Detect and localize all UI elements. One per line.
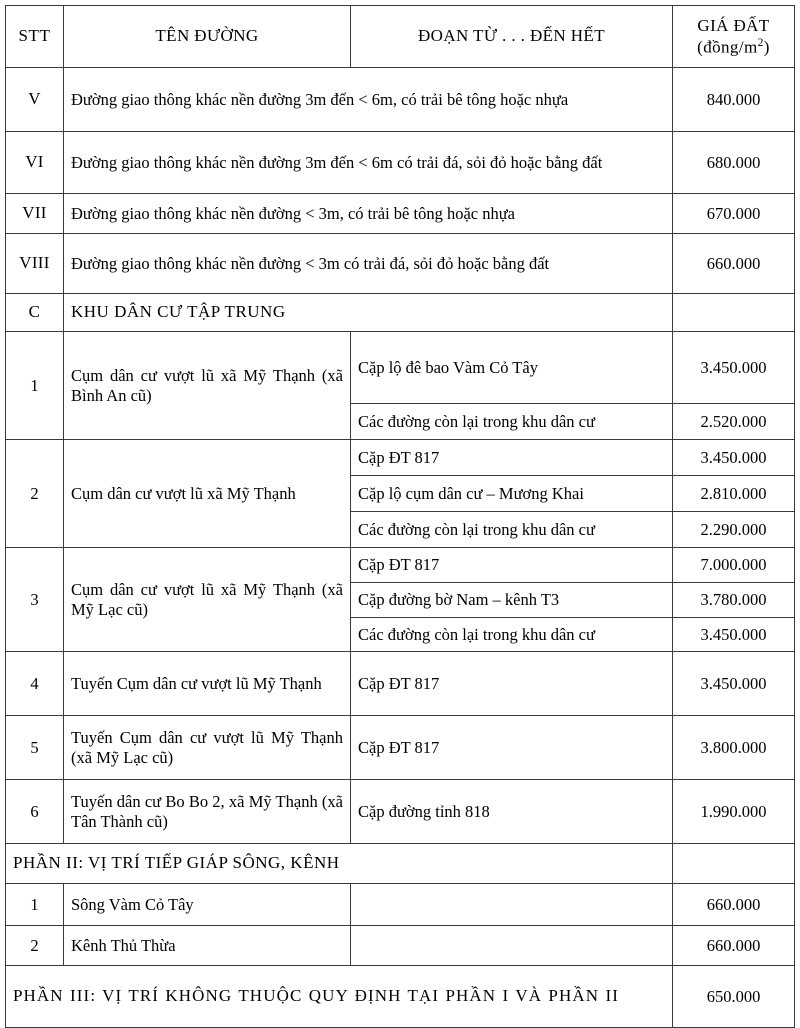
row-segment: Cặp ĐT 817 — [351, 548, 673, 583]
row-price: 840.000 — [673, 68, 795, 132]
row-price: 2.290.000 — [673, 512, 795, 548]
row-description: Đường giao thông khác nền đường 3m đến < 6m có trải đá, sỏi đỏ hoặc bằng đất — [64, 132, 673, 194]
table-row — [6, 652, 795, 716]
row-description: Đường giao thông khác nền đường 3m đến < 6m, có trải bê tông hoặc nhựa — [64, 68, 673, 132]
row-index: VIII — [6, 234, 64, 294]
table-row-section — [6, 294, 795, 332]
row-price: 1.990.000 — [673, 780, 795, 844]
row-price: 660.000 — [673, 234, 795, 294]
row-price: 2.520.000 — [673, 404, 795, 440]
section-title: PHẦN III: VỊ TRÍ KHÔNG THUỘC QUY ĐỊNH TẠI PHẦN I VÀ PHẦN II — [6, 966, 673, 1028]
row-index: C — [6, 294, 64, 332]
price-unit-suffix: ) — [763, 37, 770, 57]
table-row — [6, 926, 795, 966]
table-row — [6, 440, 795, 476]
table-row — [6, 68, 795, 132]
row-street-name: Cụm dân cư vượt lũ xã Mỹ Thạnh (xã Bình An cũ) — [64, 332, 351, 440]
row-index: 6 — [6, 780, 64, 844]
price-header-line2 — [680, 36, 787, 58]
row-street-name: Tuyến Cụm dân cư vượt lũ Mỹ Thạnh (xã Mỹ Lạc cũ) — [64, 716, 351, 780]
land-price-table — [5, 5, 795, 1028]
row-price: 660.000 — [673, 926, 795, 966]
column-header-stt: STT — [6, 6, 64, 68]
section-title: PHẦN II: VỊ TRÍ TIẾP GIÁP SÔNG, KÊNH — [6, 844, 673, 884]
row-street-name: Tuyến dân cư Bo Bo 2, xã Mỹ Thạnh (xã Tân Thành cũ) — [64, 780, 351, 844]
table-row — [6, 548, 795, 583]
row-price: 3.450.000 — [673, 332, 795, 404]
row-index: 1 — [6, 332, 64, 440]
table-row — [6, 332, 795, 404]
row-index: 4 — [6, 652, 64, 716]
price-header-line1: GIÁ ĐẤT — [697, 15, 770, 35]
row-index: VI — [6, 132, 64, 194]
row-segment: Cặp lộ cụm dân cư – Mương Khai — [351, 476, 673, 512]
row-street-name: Tuyến Cụm dân cư vượt lũ Mỹ Thạnh — [64, 652, 351, 716]
row-index: 1 — [6, 884, 64, 926]
row-segment: Cặp ĐT 817 — [351, 440, 673, 476]
row-street-name: Cụm dân cư vượt lũ xã Mỹ Thạnh (xã Mỹ Lạc cũ) — [64, 548, 351, 652]
table-row — [6, 780, 795, 844]
row-street-name: Kênh Thủ Thừa — [64, 926, 351, 966]
row-price: 3.800.000 — [673, 716, 795, 780]
row-price: 2.810.000 — [673, 476, 795, 512]
row-segment: Cặp ĐT 817 — [351, 716, 673, 780]
table-row — [6, 194, 795, 234]
row-segment: Cặp lộ đê bao Vàm Cỏ Tây — [351, 332, 673, 404]
row-price: 3.450.000 — [673, 652, 795, 716]
table-row — [6, 234, 795, 294]
row-price: 3.780.000 — [673, 583, 795, 618]
row-price: 3.450.000 — [673, 440, 795, 476]
row-segment: Cặp đường bờ Nam – kênh T3 — [351, 583, 673, 618]
section-title: KHU DÂN CƯ TẬP TRUNG — [64, 294, 673, 332]
price-unit-prefix: (đồng/m — [697, 37, 758, 57]
row-price: 680.000 — [673, 132, 795, 194]
row-price — [673, 844, 795, 884]
row-index: 2 — [6, 440, 64, 548]
column-header-segment: ĐOẠN TỪ . . . ĐẾN HẾT — [351, 6, 673, 68]
column-header-price — [673, 6, 795, 68]
column-header-street-name: TÊN ĐƯỜNG — [64, 6, 351, 68]
table-row — [6, 132, 795, 194]
row-price: 7.000.000 — [673, 548, 795, 583]
table-body — [6, 68, 795, 1028]
row-description: Đường giao thông khác nền đường < 3m có trải đá, sỏi đỏ hoặc bằng đất — [64, 234, 673, 294]
row-segment — [351, 926, 673, 966]
row-price: 670.000 — [673, 194, 795, 234]
row-price: 660.000 — [673, 884, 795, 926]
row-price: 650.000 — [673, 966, 795, 1028]
row-segment: Cặp đường tỉnh 818 — [351, 780, 673, 844]
row-price: 3.450.000 — [673, 618, 795, 652]
row-segment: Các đường còn lại trong khu dân cư — [351, 404, 673, 440]
table-row-section — [6, 966, 795, 1028]
row-segment: Cặp ĐT 817 — [351, 652, 673, 716]
table-row-section — [6, 844, 795, 884]
row-segment: Các đường còn lại trong khu dân cư — [351, 512, 673, 548]
table-row — [6, 884, 795, 926]
row-index: VII — [6, 194, 64, 234]
row-street-name: Cụm dân cư vượt lũ xã Mỹ Thạnh — [64, 440, 351, 548]
row-segment — [351, 884, 673, 926]
row-index: 2 — [6, 926, 64, 966]
price-unit-superscript: 2 — [757, 35, 764, 49]
table-row — [6, 716, 795, 780]
header-row — [6, 6, 795, 68]
table-header — [6, 6, 795, 68]
row-index: V — [6, 68, 64, 132]
row-index: 3 — [6, 548, 64, 652]
row-street-name: Sông Vàm Cỏ Tây — [64, 884, 351, 926]
row-segment: Các đường còn lại trong khu dân cư — [351, 618, 673, 652]
row-price — [673, 294, 795, 332]
row-index: 5 — [6, 716, 64, 780]
row-description: Đường giao thông khác nền đường < 3m, có trải bê tông hoặc nhựa — [64, 194, 673, 234]
